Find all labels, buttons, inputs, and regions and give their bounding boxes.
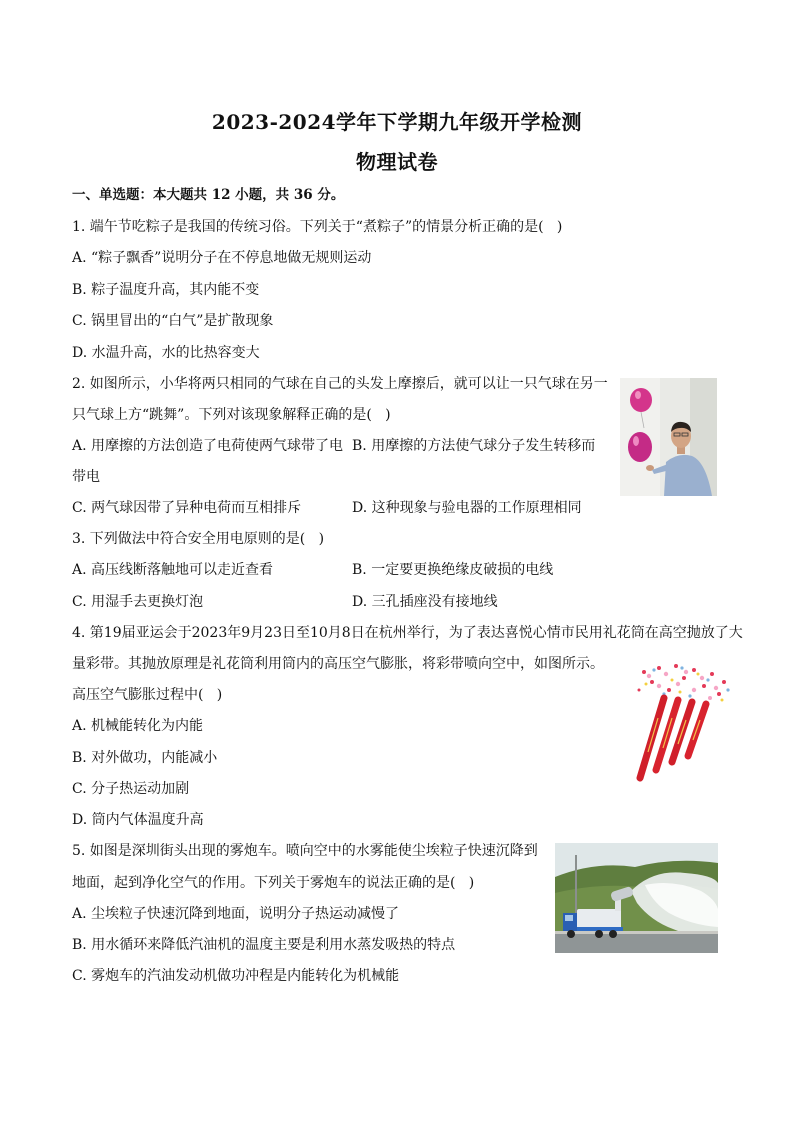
exam-title: 2023-2024学年下学期九年级开学检测 <box>211 110 583 134</box>
q4-option-c: C. 分子热运动加剧 <box>72 781 190 797</box>
exam-subtitle: 物理试卷 <box>356 150 438 174</box>
q5-option-c: C. 雾炮车的汽油发动机做功冲程是内能转化为机械能 <box>72 968 400 984</box>
q2-stem-line2: 只气球上方“跳舞”。下列对该现象解释正确的是( ) <box>72 407 391 423</box>
section-heading: 一、单选题：本大题共 12 小题，共 36 分。 <box>72 187 345 203</box>
q5-option-a: A. 尘埃粒子快速沉降到地面，说明分子热运动减慢了 <box>72 906 400 922</box>
q2-stem-line1: 2. 如图所示，小华将两只相同的气球在自己的头发上摩擦后，就可以让一只气球在另一 <box>72 376 608 392</box>
q3-option-c: C. 用湿手去更换灯泡 <box>72 594 204 610</box>
q1-stem: 1. 端午节吃粽子是我国的传统习俗。下列关于“煮粽子”的情景分析正确的是( ) <box>72 219 563 235</box>
confetti-cannon-photo <box>624 660 739 785</box>
q4-stem-line2: 量彩带。其抛放原理是礼花筒利用筒内的高压空气膨胀，将彩带喷向空中，如图所示。 <box>72 656 604 672</box>
q2-option-c: C. 两气球因带了异种电荷而互相排斥 <box>72 500 302 516</box>
q1-option-b: B. 粽子温度升高，其内能不变 <box>72 282 260 298</box>
q5-stem-line1: 5. 如图是深圳街头出现的雾炮车。喷向空中的水雾能使尘埃粒子快速沉降到 <box>72 843 538 859</box>
q2-option-d: D. 这种现象与验电器的工作原理相同 <box>352 500 582 516</box>
q1-option-d: D. 水温升高，水的比热容变大 <box>72 345 260 361</box>
q4-option-a: A. 机械能转化为内能 <box>72 718 204 734</box>
q2-option-a-cont: 带电 <box>72 469 100 485</box>
q3-stem: 3. 下列做法中符合安全用电原则的是( ) <box>72 531 325 547</box>
q4-option-d: D. 筒内气体温度升高 <box>72 812 204 828</box>
q3-option-a: A. 高压线断落触地可以走近查看 <box>72 562 274 578</box>
q4-stem-line3: 高压空气膨胀过程中( ) <box>72 687 223 703</box>
q3-option-d: D. 三孔插座没有接地线 <box>352 594 498 610</box>
q2-option-a: A. 用摩擦的方法创造了电荷使两气球带了电 <box>72 438 344 454</box>
balloon-photo <box>620 378 717 496</box>
q4-stem-line1: 4. 第19届亚运会于2023年9月23日至10月8日在杭州举行，为了表达喜悦心情市民用礼花筒在高空抛放了大 <box>72 625 743 641</box>
q1-option-c: C. 锅里冒出的“白气”是扩散现象 <box>72 313 274 329</box>
q5-stem-line2: 地面，起到净化空气的作用。下列关于雾炮车的说法正确的是( ) <box>72 875 475 891</box>
q4-option-b: B. 对外做功，内能减小 <box>72 750 218 766</box>
q3-option-b: B. 一定要更换绝缘皮破损的电线 <box>352 562 554 578</box>
q2-option-b: B. 用摩擦的方法使气球分子发生转移而 <box>352 438 596 454</box>
q1-option-a: A. “粽子飘香”说明分子在不停息地做无规则运动 <box>72 250 372 266</box>
fog-cannon-truck-photo <box>555 843 718 953</box>
q5-option-b: B. 用水循环来降低汽油机的温度主要是利用水蒸发吸热的特点 <box>72 937 456 953</box>
